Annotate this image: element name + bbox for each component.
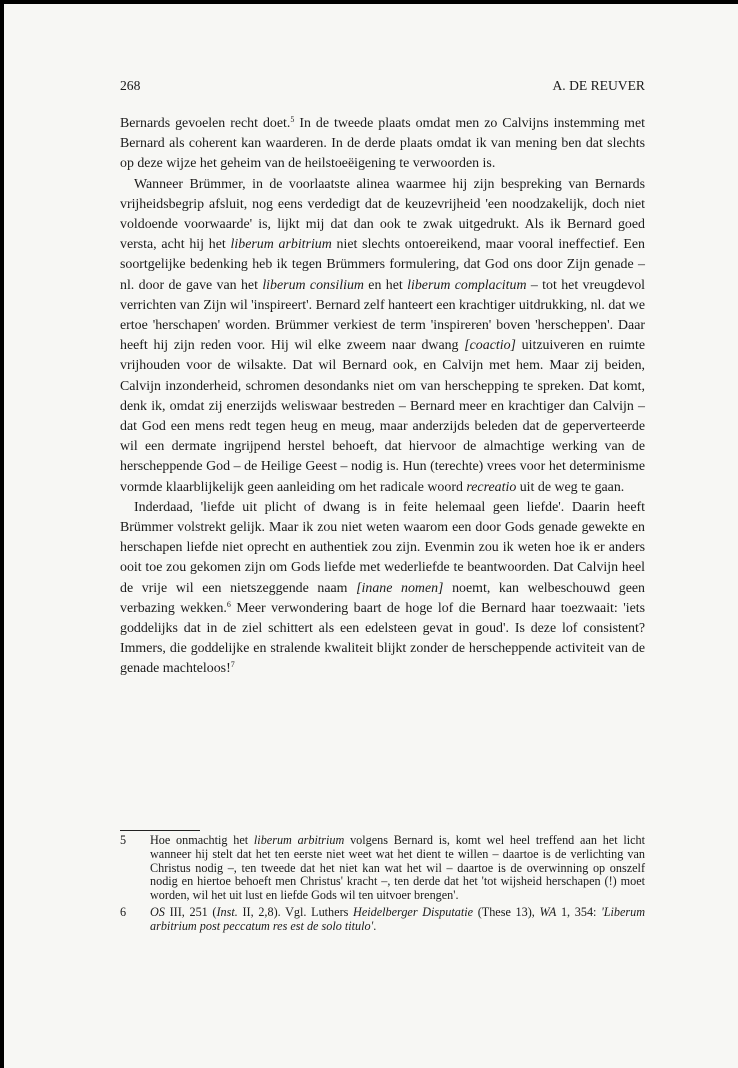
footnote-number: 5 (120, 833, 127, 847)
text-run: volgens Bernard is, komt wel heel treffend aan het licht wanneer hij stelt dat het ten eerste niet weet wat het dient te willen – daartoe is de verlichting van Christus nodig –, ten tweede dat het niet kan wat het wil – daartoe is de overwinning op onszelf nodig en hiertoe behoeft men Christus' kracht –, ten derde dat het 'tot wijsheid herschapen (!) moet worden, wil het uit lust en liefde Gods wil ten uitvoer brengen'. (150, 833, 646, 903)
text-run: Meer verwondering baart de hoge lof die Bernard haar toezwaait: 'iets goddelijks dat in de ziel schittert als een edelsteen gevat in goud'. Is deze lof consistent? Immers, die goddelijke en stralende kwaliteit blijkt zonder de herscheppende activiteit van de genade machteloos! (120, 600, 646, 677)
italic-text: 'Liberum arbitrium post peccatum res est de solo titulo' (150, 904, 646, 933)
italic-text: WA (539, 904, 557, 919)
running-header-author: A. DE REUVER (552, 78, 645, 93)
text-run: niet slechts ontoereikend, maar vooral ineffectief. Een soortgelijke bedenking heb ik tegen Brümmers formulering, dat God ons door Zijn genade – nl. door de gave van het (120, 237, 645, 293)
text-run: Bernards gevoelen recht doet. (120, 116, 291, 131)
footnote-text (150, 834, 645, 903)
text-run: Hoe onmachtig het (150, 833, 254, 847)
footnote-ref: 5 (290, 115, 295, 124)
footnote-number: 6 (120, 904, 127, 919)
text-run: uitzuiveren en ruimte vrijhouden voor de wilsakte. Dat wil Bernard ook, en Calvijn met hem. Maar zij beiden, Calvijn inzonderheid, schromen desondanks niet om van herschepping te spreken. Dat komt, denk ik, omdat zij enerzijds weliswaar bestreden – Bernard meer en krachtiger dan Calvijn – dat God een mens redt tegen heug en meug, maar anderzijds beleden dat de geperverteerde wil een dermate ingrijpend herstel behoeft, dat hiervoor de almachtige werking van de herscheppende God – de Heilige Geest – nodig is. Hun (terechte) vrees voor het determinisme vormde klaarblijkelijk geen aanleiding om het radicale woord (120, 338, 645, 495)
footnotes (120, 834, 645, 937)
book-page (4, 4, 738, 1068)
text-run: In de tweede plaats omdat men zo Calvijns instemming met Bernard als coherent kan waarderen. In de derde plaats omdat ik van mening ben dat slechts op deze wijze het geheim van de heilstoeëigening te verwoorden is. (120, 116, 645, 172)
italic-text: OS (150, 904, 165, 919)
text-run: uit de weg te gaan. (516, 479, 625, 495)
italic-text: [coactio] (464, 338, 516, 354)
paragraph (120, 498, 645, 680)
footnote (120, 834, 645, 903)
text-run: noemt, kan welbeschouwd geen verbazing wekken. (120, 580, 645, 616)
text-run: 1, 354: (556, 904, 602, 919)
italic-text: recreatio (466, 479, 517, 495)
body-text (120, 114, 645, 680)
footnote-rule (120, 830, 200, 831)
footnote-ref: 7 (230, 660, 235, 670)
text-run: Inderdaad, 'liefde uit plicht of dwang is in feite helemaal geen liefde'. Daarin heeft Brümmer volstrekt gelijk. Maar ik zou niet weten waarom een door Gods genade gewekte en herschapen liefde niet oprecht en authentiek zou zijn. Evenmin zou ik weten hoe ik er anders ooit toe zou gekomen zijn om Gods liefde met wederliefde te beantwoorden. Dat Calvijn heel de vrije wil een nietszeggende naam (120, 499, 645, 596)
italic-text: Heidelberger Disputatie (353, 904, 474, 919)
footnote-text (150, 906, 645, 934)
italic-text: [inane nomen] (356, 580, 444, 596)
italic-text: liberum arbitrium (253, 833, 345, 847)
text-run: (These 13), (473, 904, 540, 919)
footnote (120, 906, 645, 934)
paragraph (120, 114, 645, 175)
italic-text: liberum complacitum (407, 277, 527, 293)
italic-text: Inst. (216, 904, 238, 919)
page-number: 268 (120, 78, 141, 93)
text-run: . (373, 918, 377, 933)
italic-text: liberum consilium (262, 277, 364, 293)
text-run: III, 251 ( (164, 904, 217, 919)
text-run: – tot het vreugdevol verrichten van Zijn wil 'inspireert'. Bernard zelf hanteert een krachtiger uitdrukking, nl. dat we ertoe 'herschapen' worden. Brümmer verkiest de term 'inspireren' boven 'herscheppen'. Daar heeft hij zijn reden voor. Hij wil elke zweem naar dwang (120, 277, 646, 354)
footnote-ref: 6 (226, 599, 231, 609)
italic-text: liberum arbitrium (230, 237, 332, 253)
paragraph (120, 175, 645, 498)
text-run: II, 2,8). Vgl. Luthers (237, 904, 354, 919)
text-run: Wanneer Brümmer, in de voorlaatste alinea waarmee hij zijn bespreking van Bernards vrijheidsbegrip afsluit, nog eens verdedigt dat de keuzevrijheid 'een noodzakelijk, doch niet voldoende voorwaarde' is, lijkt mij dat dan ook te zwak uitgedrukt. Als ik Bernard goed versta, acht hij het (120, 176, 645, 253)
text-run: en het (363, 277, 408, 293)
running-header (120, 78, 645, 98)
